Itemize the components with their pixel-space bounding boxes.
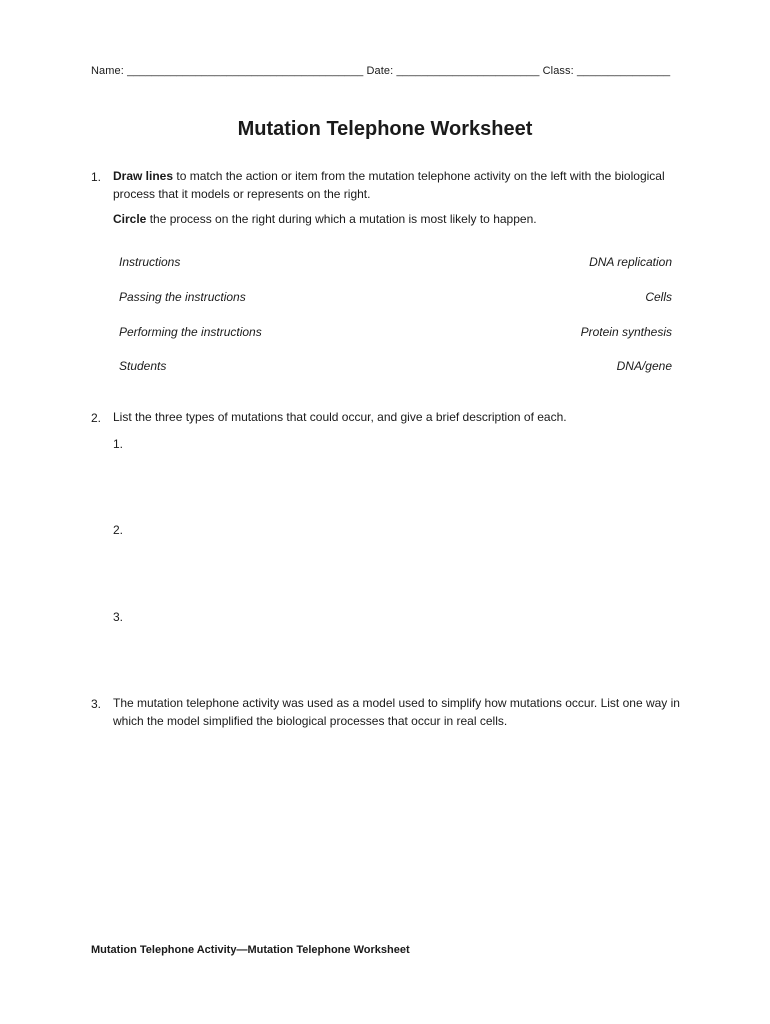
q2-sub-2: 2. — [113, 523, 124, 537]
q1-instructions: to match the action or item from the mutation telephone activity on the left with the biological process that it models or represents on the right. — [113, 169, 665, 201]
date-label: Date: — [366, 65, 394, 77]
name-blank[interactable]: ______________________________________ — [127, 65, 364, 77]
q2-sub-1: 1. — [113, 437, 124, 451]
right-item-cells[interactable]: Cells — [645, 290, 672, 304]
class-blank[interactable]: _______________ — [576, 65, 671, 77]
date-blank[interactable]: _______________________ — [396, 65, 540, 77]
q2-number: 2. — [91, 411, 102, 425]
header-fields — [91, 65, 670, 77]
q1-circle-instructions: the process on the right during which a mutation is most likely to happen. — [146, 212, 537, 226]
q1-circle-text — [113, 211, 537, 229]
left-item-passing[interactable]: Passing the instructions — [119, 290, 246, 304]
q2-text: List the three types of mutations that could occur, and give a brief description of each. — [113, 410, 567, 424]
q3-number: 3. — [91, 697, 102, 711]
class-label: Class: — [542, 65, 574, 77]
right-item-dna-replication[interactable]: DNA replication — [589, 255, 672, 269]
left-item-students[interactable]: Students — [119, 359, 167, 373]
left-item-instructions[interactable]: Instructions — [119, 255, 181, 269]
q1-circle-bold: Circle — [113, 212, 147, 226]
left-item-performing[interactable]: Performing the instructions — [119, 325, 262, 339]
q2-sub-3: 3. — [113, 610, 124, 624]
q1-text — [113, 168, 673, 203]
right-item-protein-synthesis[interactable]: Protein synthesis — [580, 325, 672, 339]
q3-text: The mutation telephone activity was used as a model used to simplify how mutations occur. List one way in which the model simplified the biological processes that occur in real cells. — [113, 696, 680, 728]
name-label: Name: — [91, 65, 124, 77]
right-item-dna-gene[interactable]: DNA/gene — [616, 359, 672, 373]
q1-bold-lead: Draw lines — [113, 169, 174, 183]
page-footer: Mutation Telephone Activity—Mutation Telephone Worksheet — [91, 944, 410, 956]
page-title: Mutation Telephone Worksheet — [237, 118, 533, 140]
q1-number: 1. — [91, 170, 102, 184]
